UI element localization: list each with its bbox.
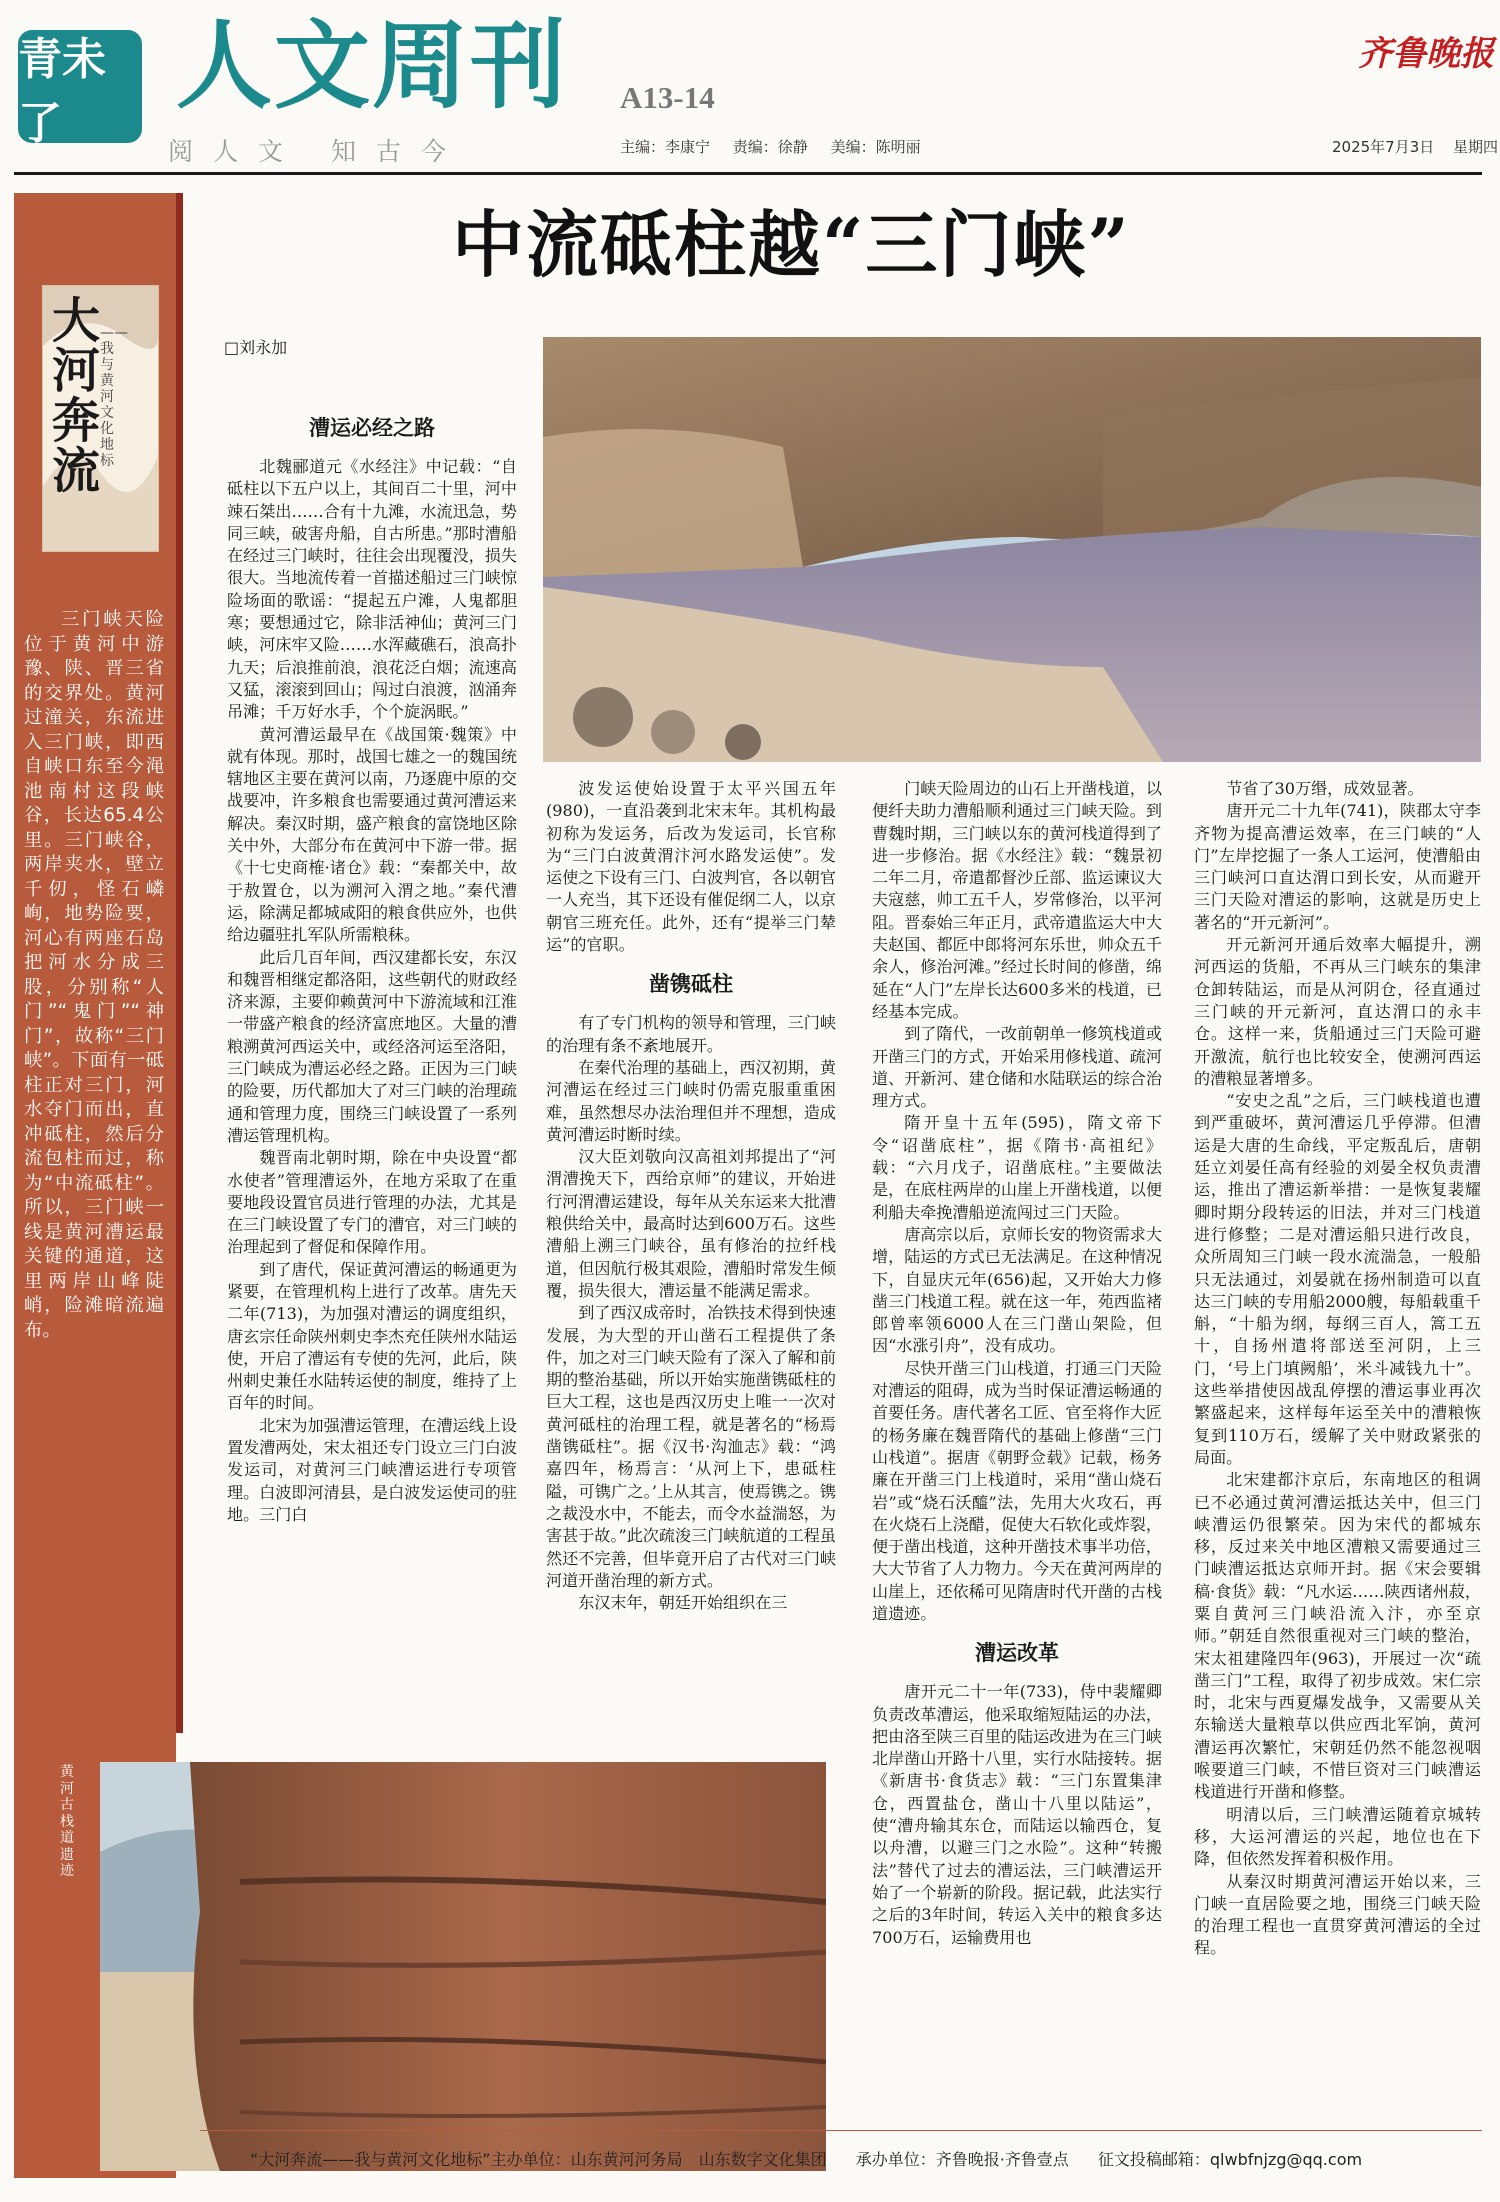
- newspaper-logo: 齐鲁晚报: [1358, 34, 1494, 74]
- article-paragraph: 到了隋代，一改前朝单一修筑栈道或开凿三门的方式，开始采用修栈道、疏河道、开新河、建仓储和水陆联运的综合治理方式。: [872, 1024, 1162, 1111]
- article-paragraph: “安史之乱”之后，三门峡栈道也遭到严重破坏，黄河漕运几乎停滞。但漕运是大唐的生命线，平定叛乱后，唐朝廷立刘晏任高有经验的刘晏全权负责漕运，推出了漕运新举措：一是恢复裴耀卿时期分段转运的旧法，并对三门栈道进行修整；二是对漕运船只进行改良，众所周知三门峡一段水流湍急，一般船只无法通过，刘晏就在扬州制造可以直达三门峡的专用船2000艘，每船载重千斛，“十船为纲，每纲三百人，篙工五十，自扬州遣将部送至河阴，上三门，‘号上门填阙船’，米斗减钱九十”。这些举措使因战乱停摆的漕运事业再次繁盛起来，这样每年运至关中的漕粮恢复到110万石，缓解了关中财政紧张的局面。: [1194, 1091, 1481, 1467]
- article-paragraph: 隋开皇十五年(595)，隋文帝下令“诏凿底柱”，据《隋书·高祖纪》载：“六月戊子，诏凿底柱。”主要做法是，在底柱两岸的山崖上开凿栈道，以便利船夫牵挽漕船逆流闯过三门天险。: [872, 1113, 1162, 1222]
- article-paragraph: 节省了30万缗，成效显著。: [1226, 779, 1424, 798]
- article-paragraph: 尽快开凿三门山栈道，打通三门天险对漕运的阻碍，成为当时保证漕运畅通的首要任务。唐代著名工匠、官至将作大匠的杨务廉在魏晋隋代的基础上修凿“三门山栈道”。据唐《朝野佥载》记载，杨务廉在开凿三门上栈道时，采用“凿山烧石岩”或“烧石沃醯”法，先用大火攻石，再在火烧石上浇醋，促使大石软化或炸裂，便于凿出栈道，这种开凿技术事半功倍，大大节省了人力物力。今天在黄河两岸的山崖上，还依稀可见隋唐时代开凿的古栈道遗迹。: [872, 1358, 1162, 1623]
- article-paragraph: 明清以后，三门峡漕运随着京城转移，大运河漕运的兴起，地位也在下降，但依然发挥着积极作用。: [1194, 1804, 1481, 1869]
- byline: □刘永加: [224, 338, 288, 357]
- footer-rule: [200, 2130, 1482, 2131]
- article-headline: 中流砥柱越“三门峡”: [452, 202, 1131, 287]
- article-paragraph: 东汉末年，朝廷开始组织在三: [578, 1593, 788, 1613]
- article-paragraph: 门峡天险周边的山石上开凿栈道，以便纤夫助力漕船顺利通过三门峡天险。到曹魏时期，三门峡以东的黄河栈道得到了进一步修治。据《水经注》载：“魏景初二年二月，帝遣都督沙丘部、监运谏议大夫寇慈，帅工五千人，岁常修治，以平河阻。晋泰始三年正月，武帝遣监运大中大夫赵国、都匠中郎将河东乐世，帅众五千余人，修治河滩。”经过长时间的修凿，绵延在“人门”左岸长达600多米的栈道，已经基本完成。: [872, 779, 1162, 1021]
- series-title: 大河奔流: [52, 293, 101, 499]
- footer-sponsor: “大河奔流——我与黄河文化地标”主办单位：山东黄河河务局 山东数字文化集团: [250, 2150, 827, 2169]
- section-title: 人文周刊: [176, 9, 568, 122]
- article-paragraph: 在秦代治理的基础上，西汉初期，黄河漕运在经过三门峡时仍需克服重重困难，虽然想尽办法治理但并不理想，造成黄河漕运时断时续。: [546, 1057, 836, 1144]
- section-slogan: 阅人文 知古今: [168, 137, 466, 166]
- article-paragraph: 黄河漕运最早在《战国策·魏策》中就有体现。那时，战国七雄之一的魏国统辖地区主要在黄河以南，乃逐鹿中原的交战要冲，许多粮食也需要通过黄河漕运来解决。秦汉时期，盛产粮食的富饶地区除关中外，大部分布在黄河中下游一带。据《十七史商榷·诸仓》载：“秦都关中，故于敖置仓，以为溯河入渭之地。”秦代漕运，除满足都城咸阳的粮食供应外，也供给边疆驻扎军队所需粮秣。: [227, 724, 517, 945]
- article-paragraph: 魏晋南北朝时期，除在中央设置“都水使者”管理漕运外，在地方采取了在重要地段设置官员进行管理的办法，尤其是在三门峡设置了专门的漕官，对三门峡的治理起到了督促和保障作用。: [227, 1148, 517, 1257]
- duty-editor: 责编：徐静: [732, 138, 808, 156]
- article-column-4: [1194, 778, 1481, 1960]
- masthead-rule: [14, 172, 1482, 175]
- article-paragraph: 此后几百年间，西汉建都长安，东汉和魏晋相继定都洛阳，这些朝代的财政经济来源，主要仰赖黄河中下游流域和江淮一带盛产粮食的经济富庶地区。大量的漕粮溯黄河西运关中，或经洛河运至洛阳，三门峡成为漕运必经之路。正因为三门峡的险要，历代都加大了对三门峡的治理疏通和管理力度，围绕三门峡设置了一系列漕运管理机构。: [227, 947, 517, 1145]
- article-paragraph: 开元新河开通后效率大幅提升，溯河西运的货船，不再从三门峡东的集津仓卸转陆运，而是从河阴仓，径直通过三门峡的开元新河，直达渭口的永丰仓。这样一来，货船通过三门天险可避开激流，航行也比较安全，使溯河西运的漕粮显著增多。: [1194, 935, 1481, 1088]
- article-paragraph: 到了唐代，保证黄河漕运的畅通更为紧要，在管理机构上进行了改革。唐先天二年(713)，为加强对漕运的调度组织，唐玄宗任命陕州刺史李杰充任陕州水陆运使，开启了漕运有专使的先河，此后，陕州刺史兼任水陆转运使的制度，维持了上百年的时间。: [227, 1259, 517, 1413]
- series-subtitle: ——我与黄河文化地标: [100, 325, 128, 469]
- article-column-1: [227, 400, 517, 1526]
- footer: [250, 2147, 1386, 2170]
- article-paragraph: 北宋为加强漕运管理，在漕运线上设置发漕两处，宋太祖还专门设立三门白波发运司，对黄河三门峡漕运进行专项管理。白波即河清县，是白波发运使司的驻地。三门白: [227, 1415, 517, 1524]
- chief-editor: 主编：李康宁: [620, 138, 711, 156]
- article-paragraph: 唐高宗以后，京师长安的物资需求大增，陆运的方式已无法满足。在这种情况下，自显庆元年(656)起，又开始大力修凿三门栈道工程。就在这一年，苑西监褚郎曾率领6000人在三门凿山架险，但因“水涨引舟”，没有成功。: [872, 1224, 1162, 1356]
- canyon-photo: [543, 337, 1481, 762]
- dateline: [1318, 136, 1498, 157]
- page-number: A13-14: [620, 80, 715, 115]
- footer-email[interactable]: 征文投稿邮箱：qlwbfnjzg@qq.com: [1097, 2150, 1363, 2169]
- article-paragraph: 汉大臣刘敬向汉高祖刘邦提出了“河渭漕挽天下，西给京师”的建议，开始进行河渭漕运建设，每年从关东运来大批漕粮供给关中，最高时达到600万石。这些漕船上溯三门峡谷，虽有修治的拉纤栈道，但因航行极其艰险，漕船时常发生倾覆，损失很大，漕运量不能满足需求。: [546, 1147, 836, 1300]
- article-paragraph: 从秦汉时期黄河漕运开始以来，三门峡一直居险要之地，围绕三门峡天险的治理工程也一直贯穿黄河漕运的全过程。: [1194, 1871, 1481, 1958]
- editor-credits: [620, 136, 939, 157]
- article-paragraph: 唐开元二十九年(741)，陕郡太守李齐物为提高漕运效率，在三门峡的“人门”左岸挖掘了一条人工运河，使漕船由三门峡河口直达渭口到长安，从而避开三门天险对漕运的影响，这就是历史上著名的“开元新河”。: [1194, 801, 1481, 932]
- sidebar-accent-stripe: [176, 193, 183, 1733]
- photo-caption: 黄河古栈道遗迹: [60, 1764, 74, 1879]
- issue-date: 2025年7月3日: [1332, 138, 1435, 156]
- article-paragraph: 到了西汉成帝时，冶铁技术得到快速发展，为大型的开山凿石工程提供了条件，加之对三门峡天险有了深入了解和前期的整治基础，所以开始实施凿镌砥柱的巨大工程，这也是西汉历史上唯一一次对黄河砥柱的治理工程，就是著名的“杨焉凿镌砥柱”。据《汉书·沟洫志》载：“鸿嘉四年，杨焉言：‘从河上下，患砥柱隘，可镌广之。’上从其言，使焉镌之。镌之裁没水中，不能去，而令水益湍怒，为害甚于故。”此次疏浚三门峡航道的工程虽然还不完善，但毕竟开启了古代对三门峡河道开凿治理的新方式。: [546, 1303, 836, 1590]
- sidebar-intro: 三门峡天险位于黄河中游豫、陕、晋三省的交界处。黄河过潼关，东流进入三门峡，即西自峡口东至今渑池南村这段峡谷，长达65.4公里。三门峡谷，两岸夹水，壁立千仞，怪石嶙峋，地势险要，河心有两座石岛把河水分成三股，分别称“人门”“鬼门”“神门”，故称“三门峡”。下面有一砥柱正对三门，河水夺门而出，直冲砥柱，然后分流包柱而过，称为“中流砥柱”。所以，三门峡一线是黄河漕运最关键的通道，这里两岸山峰陡峭，险滩暗流遍布。: [24, 609, 164, 1341]
- trail-photo: [100, 1762, 826, 2171]
- article-paragraph: 有了专门机构的领导和管理，三门峡的治理有条不紊地展开。: [546, 1013, 836, 1055]
- section-heading: 漕运改革: [975, 1641, 1059, 1666]
- article-column-2: [546, 778, 836, 1614]
- section-heading: 凿镌砥柱: [649, 972, 733, 997]
- article-column-3: [872, 778, 1162, 1949]
- issue-weekday: 星期四: [1453, 138, 1499, 156]
- art-editor: 美编：陈明丽: [830, 138, 921, 156]
- article-paragraph: 唐开元二十一年(733)，侍中裴耀卿负责改革漕运，他采取缩短陆运的办法，把由洛至陕三百里的陆运改进为在三门峡北岸凿山开路十八里，实行水陆接转。据《新唐书·食货志》载：“三门东置集津仓，西置盐仓，凿山十八里以陆运”，使“漕舟输其东仓，而陆运以输西仓，复以舟漕，以避三门之水险”。这种“转搬法”替代了过去的漕运法，三门峡漕运开始了一个崭新的阶段。据记载，此法实行之后的3年时间，转运入关中的粮食多达700万石，运输费用也: [872, 1682, 1162, 1947]
- article-paragraph: 北魏郦道元《水经注》中记载：“自砥柱以下五户以上，其间百二十里，河中竦石桀出……合有十九滩，水流迅急，势同三峡，破害舟船，自古所患。”那时漕船在经过三门峡时，往往会出现覆没，损失很大。当地流传着一首描述船过三门峡惊险场面的歌谣：“提起五户滩，人鬼都胆寒；要想通过它，除非活神仙；黄河三门峡，河床牢又险……水浑藏礁石，浪高扑九天；后浪推前浪，浪花泛白烟；流速高又猛，滚滚到回山；闯过白浪渡，汹涌奔吊滩；千万好水手，个个旋涡眠。”: [227, 457, 517, 722]
- article-paragraph: 波发运使始设置于太平兴国五年(980)，一直沿袭到北宋末年。其机构最初称为发运务，后改为发运司，长官称为“三门白波黄渭汴河水路发运使”。发运使之下设有三门、白波判官，各以朝官一人充当，其下还设有催促纲二人，以京朝官三班充任。此外，还有“提举三门辇运”的官职。: [546, 779, 836, 955]
- logo-badge: 青未了: [18, 30, 142, 143]
- footer-organizer: 承办单位：齐鲁晚报·齐鲁壹点: [855, 2150, 1069, 2169]
- section-heading: 漕运必经之路: [309, 416, 435, 440]
- article-paragraph: 北宋建都汴京后，东南地区的租调已不必通过黄河漕运抵达关中，但三门峡漕运仍很繁荣。因为宋代的都城东移，反过来关中地区漕粮又需要通过三门峡漕运抵达京师开封。据《宋会要辑稿·食货》载：“凡水运……陕西诸州菽，粟自黄河三门峡沿流入汴，亦至京师。”朝廷自然很重视对三门峡的整治，宋太祖建隆四年(963)，开展过一次“疏凿三门”工程，取得了初步成效。宋仁宗时，北宋与西夏爆发战争，又需要从关东输送大量粮草以供应西北军饷，黄河漕运再次繁忙，宋朝廷仍然不能忽视咽喉要道三门峡，不惜巨资对三门峡漕运栈道进行开凿和修整。: [1194, 1470, 1481, 1802]
